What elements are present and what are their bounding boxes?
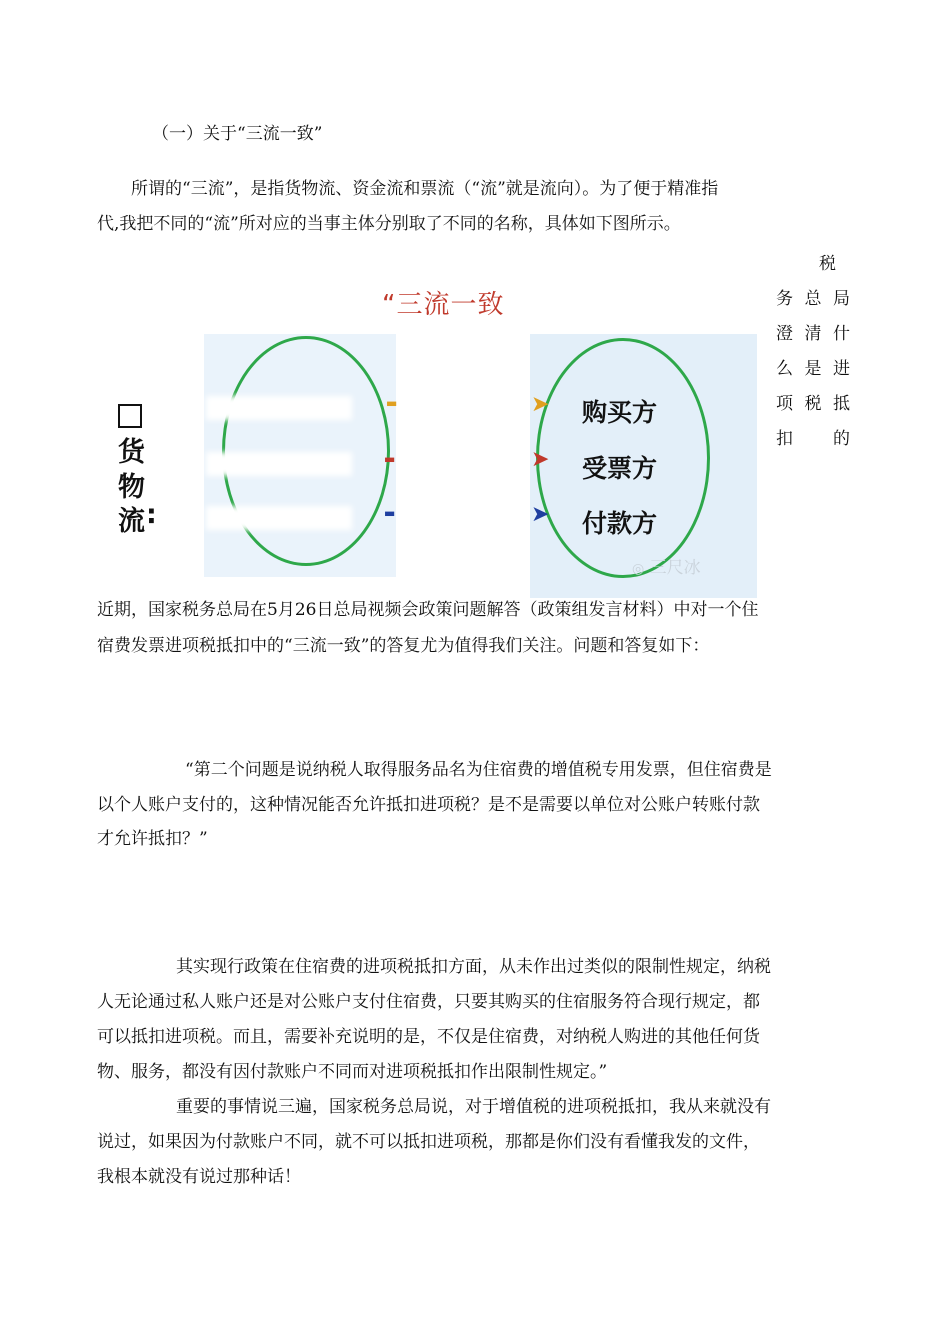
role-buyer: 购买方 xyxy=(582,398,658,427)
side-char: 清 xyxy=(804,324,822,344)
side-char: 进 xyxy=(833,359,850,379)
obscured-label xyxy=(206,506,352,530)
answer-line: 其实现行政策在住宿费的进项税抵扣方面，从未作出过类似的限制性规定，纳税 xyxy=(176,957,771,977)
side-char: 局 xyxy=(833,289,850,309)
arrow-stub-icon: ▬ xyxy=(384,452,396,466)
side-char: 抵 xyxy=(833,394,850,414)
closing-line: 说过，如果因为付款账户不同，就不可以抵扣进项税，那都是你们没有看懂我发的文件， xyxy=(97,1132,760,1152)
arrow-right-icon: ➤ xyxy=(531,447,550,472)
watermark xyxy=(632,553,701,578)
closing-line: 重要的事情说三遍，国家税务总局说，对于增值税的进项税抵扣，我从来就没有 xyxy=(176,1097,771,1117)
closing-line: 我根本就没有说过那种话！ xyxy=(97,1167,301,1187)
side-char: 税 xyxy=(819,254,836,274)
quote-line: 以个人账户支付的，这种情况能否允许抵扣进项税？是不是需要以单位对公账户转账付款 xyxy=(97,795,760,815)
flow-label-char: 货 xyxy=(118,437,145,468)
answer-line: 人无论通过私人账户还是对公账户支付住宿费，只要其购买的住宿服务符合现行规定，都 xyxy=(97,992,760,1012)
flow-label-char: : xyxy=(146,499,157,530)
figure-title: “三流一致 xyxy=(382,290,505,320)
side-char: 扣 xyxy=(776,429,793,449)
paragraph-line: 宿费发票进项税抵扣中的“三流一致”的答复尤为值得我们关注。问题和答复如下： xyxy=(97,636,710,656)
watermark-text: 三尺冰 xyxy=(649,558,701,578)
left-ellipse xyxy=(222,336,390,566)
arrow-right-icon: ➤ xyxy=(531,392,550,417)
side-char: 么 xyxy=(776,359,793,379)
flow-label-char: 物 xyxy=(118,472,145,503)
side-char: 是 xyxy=(804,359,822,379)
arrow-stub-icon: ▬ xyxy=(384,506,396,520)
role-payer: 付款方 xyxy=(582,509,658,538)
side-char: 项 xyxy=(776,394,793,414)
arrow-stub-icon: ▬ xyxy=(386,396,398,410)
obscured-label xyxy=(206,452,352,476)
side-char: 澄 xyxy=(776,324,793,344)
role-invoice-receiver: 受票方 xyxy=(582,454,658,483)
side-char: 什 xyxy=(833,324,850,344)
obscured-label xyxy=(206,396,352,420)
answer-line: 可以抵扣进项税。而且，需要补充说明的是，不仅是住宿费，对纳税人购进的其他任何货 xyxy=(97,1027,760,1047)
side-char: 税 xyxy=(804,394,822,414)
flow-label-char: 流 xyxy=(118,506,145,537)
side-char: 总 xyxy=(804,289,822,309)
wechat-icon: ◎ xyxy=(632,561,645,577)
section-heading: （一）关于“三流一致” xyxy=(152,124,323,144)
side-char: 务 xyxy=(776,289,793,309)
arrow-right-icon: ➤ xyxy=(531,502,550,527)
quote-line: “第二个问题是说纳税人取得服务品名为住宿费的增值税专用发票，但住宿费是 xyxy=(185,760,772,780)
side-char: 的 xyxy=(833,429,850,449)
paragraph-line: 所谓的“三流”，是指货物流、资金流和票流（“流”就是流向）。为了便于精准指 xyxy=(131,179,719,199)
paragraph-line: 近期，国家税务总局在5月26日总局视频会政策问题解答（政策组发言材料）中对一个住 xyxy=(97,600,759,620)
paragraph-line: 代,我把不同的“流”所对应的当事主体分别取了不同的名称，具体如下图所示。 xyxy=(97,214,681,234)
quote-line: 才允许抵扣？” xyxy=(97,829,208,849)
checkbox-icon xyxy=(118,404,142,428)
answer-line: 物、服务，都没有因付款账户不同而对进项税抵扣作出限制性规定。” xyxy=(97,1062,608,1082)
